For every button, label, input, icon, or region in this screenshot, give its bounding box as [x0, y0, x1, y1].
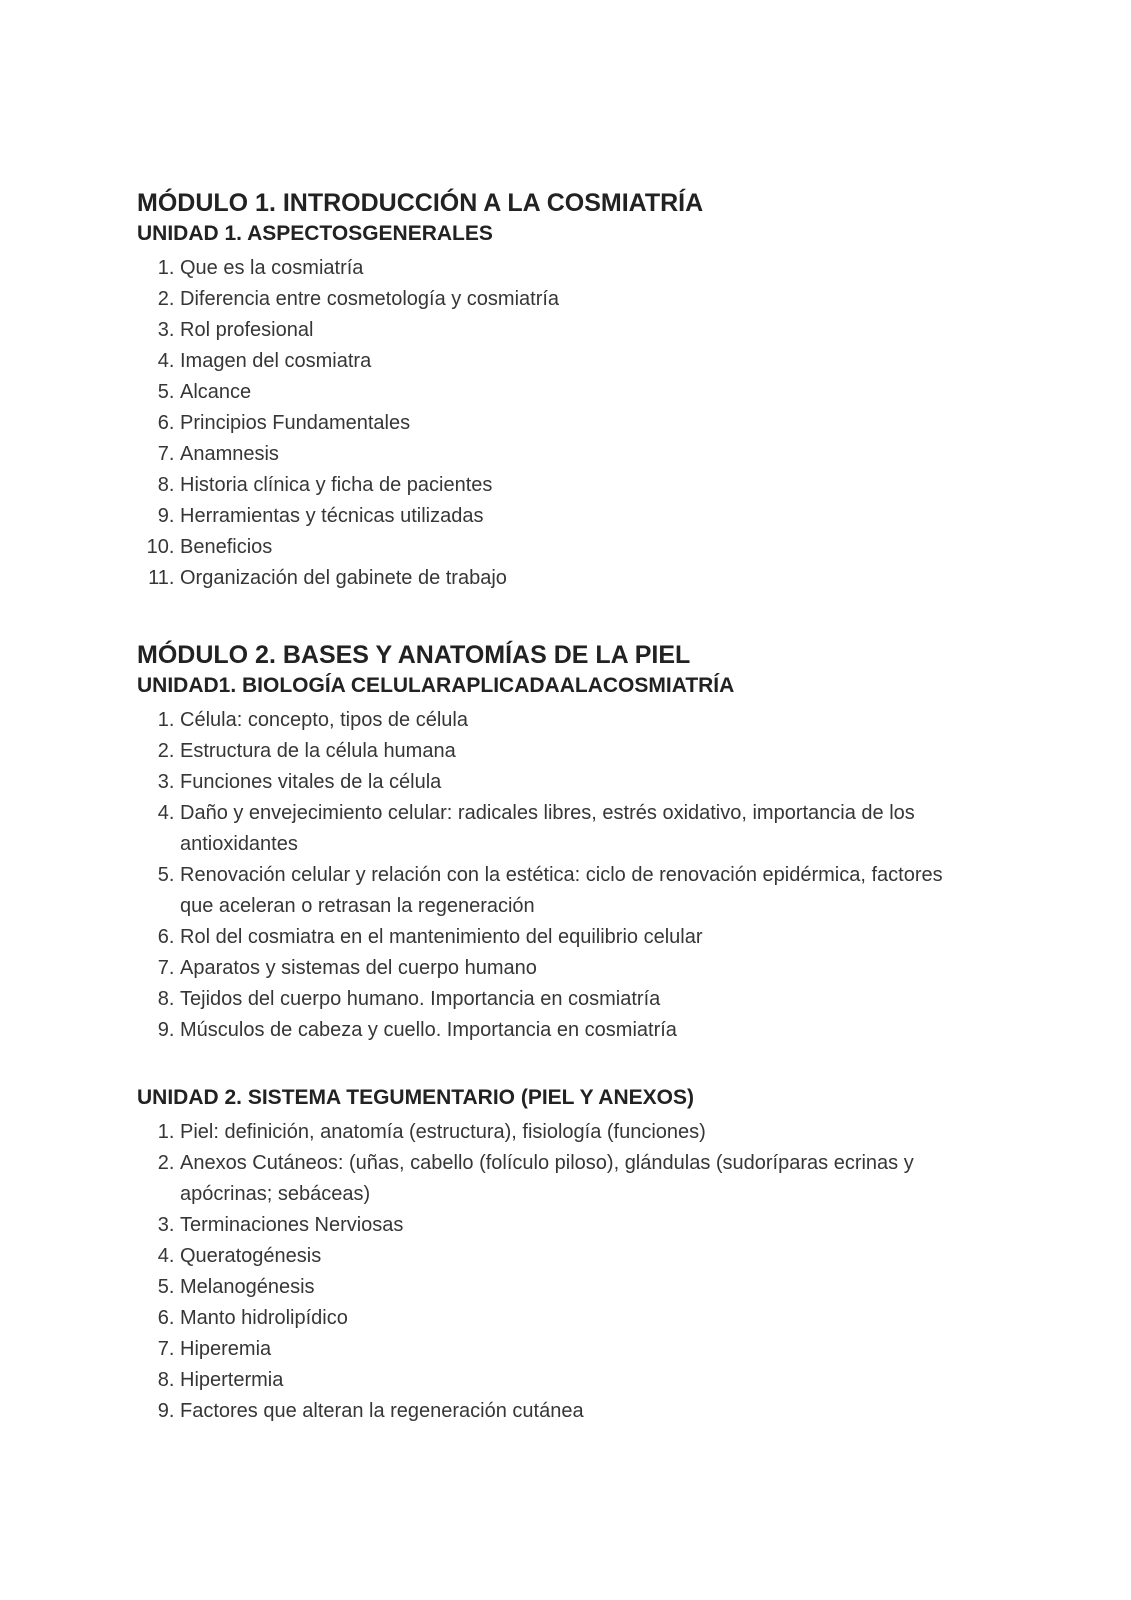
list-item: 10. Beneficios	[180, 532, 975, 563]
list-item: 5. Renovación celular y relación con la estética: ciclo de renovación epidérmica, factores que aceleran o retrasan la regeneración	[180, 860, 975, 922]
list-item: 11. Organización del gabinete de trabajo	[180, 563, 975, 594]
list-item: 4. Queratogénesis	[180, 1241, 975, 1272]
unit-list	[137, 1117, 991, 1427]
list-item: 1. Célula: concepto, tipos de célula	[180, 705, 975, 736]
list-item: 6. Manto hidrolipídico	[180, 1303, 975, 1334]
unit-list	[137, 705, 991, 1046]
module-section-2	[137, 638, 991, 1427]
list-item: 1. Que es la cosmiatría	[180, 253, 975, 284]
list-item: 6. Principios Fundamentales	[180, 408, 975, 439]
list-item: 2. Anexos Cutáneos: (uñas, cabello (folículo piloso), glándulas (sudoríparas ecrinas y apócrinas; sebáceas)	[180, 1148, 975, 1210]
list-item: 2. Diferencia entre cosmetología y cosmiatría	[180, 284, 975, 315]
unit-title: UNIDAD1. BIOLOGÍA CELULARAPLICADAALACOSMIATRÍA	[137, 674, 735, 697]
list-item: 1. Piel: definición, anatomía (estructura), fisiología (funciones)	[180, 1117, 975, 1148]
list-item: 7. Aparatos y sistemas del cuerpo humano	[180, 953, 975, 984]
list-item: 7. Anamnesis	[180, 439, 975, 470]
list-item: 6. Rol del cosmiatra en el mantenimiento del equilibrio celular	[180, 922, 975, 953]
list-item: 9. Músculos de cabeza y cuello. Importancia en cosmiatría	[180, 1015, 975, 1046]
list-item: 9. Factores que alteran la regeneración cutánea	[180, 1396, 975, 1427]
list-item: 3. Rol profesional	[180, 315, 975, 346]
module-section-1	[137, 186, 991, 594]
list-item: 5. Melanogénesis	[180, 1272, 975, 1303]
list-item: 3. Funciones vitales de la célula	[180, 767, 975, 798]
list-item: 8. Hipertermia	[180, 1365, 975, 1396]
list-item: 8. Tejidos del cuerpo humano. Importancia en cosmiatría	[180, 984, 975, 1015]
list-item: 9. Herramientas y técnicas utilizadas	[180, 501, 975, 532]
list-item: 7. Hiperemia	[180, 1334, 975, 1365]
list-item: 5. Alcance	[180, 377, 975, 408]
list-item: 2. Estructura de la célula humana	[180, 736, 975, 767]
module-title: MÓDULO 2. BASES Y ANATOMÍAS DE LA PIEL	[137, 641, 691, 669]
list-item: 4. Daño y envejecimiento celular: radicales libres, estrés oxidativo, importancia de los antioxidantes	[180, 798, 975, 860]
unit-list	[137, 253, 991, 594]
unit-title: UNIDAD 1. ASPECTOSGENERALES	[137, 222, 493, 245]
module-title: MÓDULO 1. INTRODUCCIÓN A LA COSMIATRÍA	[137, 189, 704, 217]
list-item: 3. Terminaciones Nerviosas	[180, 1210, 975, 1241]
list-item: 8. Historia clínica y ficha de pacientes	[180, 470, 975, 501]
unit-title: UNIDAD 2. SISTEMA TEGUMENTARIO (PIEL Y ANEXOS)	[137, 1086, 694, 1109]
list-item: 4. Imagen del cosmiatra	[180, 346, 975, 377]
